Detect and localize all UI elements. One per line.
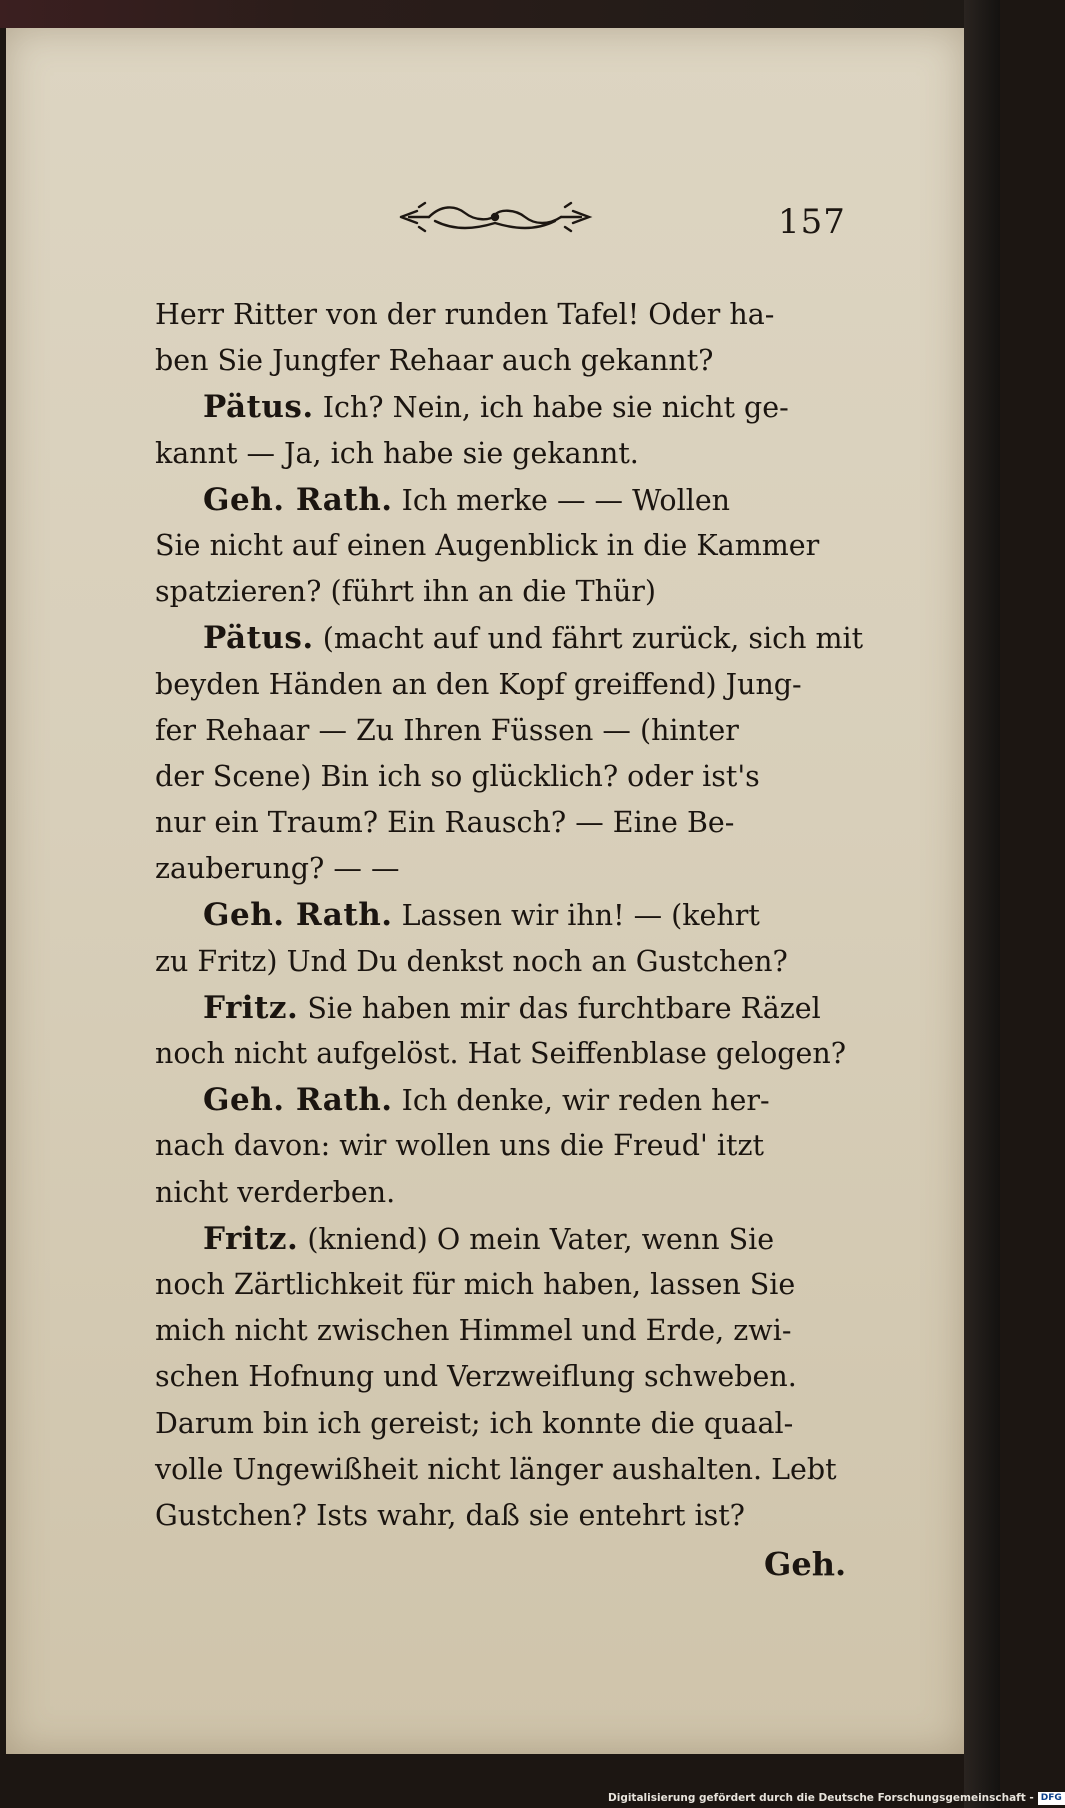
speaker-name: Fritz. bbox=[203, 989, 299, 1026]
speech-text: Ich? Nein, ich habe sie nicht ge- bbox=[322, 391, 789, 425]
speech-text: Lassen wir ihn! — (kehrt bbox=[401, 899, 760, 933]
text-line: Gustchen? Ists wahr, daß sie entehrt ist? bbox=[155, 1498, 745, 1532]
footer-text: Digitalisierung gefördert durch die Deutsche Forschungsgemeinschaft - bbox=[608, 1792, 1034, 1804]
speech-line bbox=[155, 615, 864, 661]
scan-top-edge bbox=[0, 0, 1000, 28]
speech-text: (kniend) O mein Vater, wenn Sie bbox=[307, 1222, 775, 1256]
speech-text: Ich merke — — Wollen bbox=[401, 483, 731, 517]
text-line: beyden Händen an den Kopf greiffend) Jung- bbox=[155, 667, 802, 701]
text-line: fer Rehaar — Zu Ihren Füssen — (hinter bbox=[155, 713, 739, 747]
text-line: noch nicht aufgelöst. Hat Seiffenblase gelogen? bbox=[155, 1037, 847, 1070]
speech-line bbox=[155, 1077, 845, 1123]
text-line: Herr Ritter von der runden Tafel! Oder ha- bbox=[155, 298, 775, 331]
text-line: der Scene) Bin ich so glücklich? oder ist's bbox=[155, 759, 760, 793]
digitization-footer bbox=[608, 1790, 1065, 1806]
text-line: noch Zärtlichkeit für mich haben, lassen Sie bbox=[155, 1267, 796, 1301]
speech-line bbox=[155, 384, 845, 430]
catchword: Geh. bbox=[764, 1545, 847, 1583]
speaker-name: Pätus. bbox=[203, 389, 314, 426]
page-number: 157 bbox=[778, 202, 846, 242]
text-line: Darum bin ich gereist; ich konnte die quaal- bbox=[155, 1406, 794, 1440]
scan-right-edge bbox=[964, 0, 1000, 1808]
speech-text: (macht auf und fährt zurück, sich mit bbox=[322, 622, 864, 656]
printers-ornament-icon bbox=[395, 195, 595, 239]
text-line: zu Fritz) Und Du denkst noch an Gustchen? bbox=[155, 944, 788, 978]
text-line: zauberung? — — bbox=[155, 852, 400, 886]
speaker-name: Pätus. bbox=[203, 620, 314, 657]
text-line: spatzieren? (führt ihn an die Thür) bbox=[155, 575, 657, 609]
dfg-logo-badge: DFG bbox=[1038, 1792, 1065, 1805]
text-line: kannt — Ja, ich habe sie gekannt. bbox=[155, 436, 639, 470]
text-line: nach davon: wir wollen uns die Freud' itzt bbox=[155, 1129, 764, 1163]
speech-text: Sie haben mir das furchtbare Räzel bbox=[307, 991, 821, 1025]
speech-line bbox=[155, 1216, 845, 1262]
text-line: volle Ungewißheit nicht länger aushalten. Lebt bbox=[155, 1452, 837, 1486]
speaker-name: Geh. Rath. bbox=[203, 897, 393, 934]
text-line: Sie nicht auf einen Augenblick in die Kammer bbox=[155, 528, 820, 562]
speech-line bbox=[155, 892, 845, 938]
text-line: ben Sie Jungfer Rehaar auch gekannt? bbox=[155, 344, 714, 378]
speech-line bbox=[155, 985, 845, 1031]
speaker-name: Fritz. bbox=[203, 1220, 299, 1257]
text-line: schen Hofnung und Verzweiflung schweben. bbox=[155, 1360, 797, 1394]
speech-line bbox=[155, 477, 845, 523]
speech-text: Ich denke, wir reden her- bbox=[401, 1084, 770, 1118]
text-line: nur ein Traum? Ein Rausch? — Eine Be- bbox=[155, 806, 735, 840]
speaker-name: Geh. Rath. bbox=[203, 1082, 393, 1119]
text-line: mich nicht zwischen Himmel und Erde, zwi- bbox=[155, 1314, 792, 1348]
page-text bbox=[155, 292, 864, 1539]
text-line: nicht verderben. bbox=[155, 1175, 396, 1209]
speaker-name: Geh. Rath. bbox=[203, 481, 393, 518]
